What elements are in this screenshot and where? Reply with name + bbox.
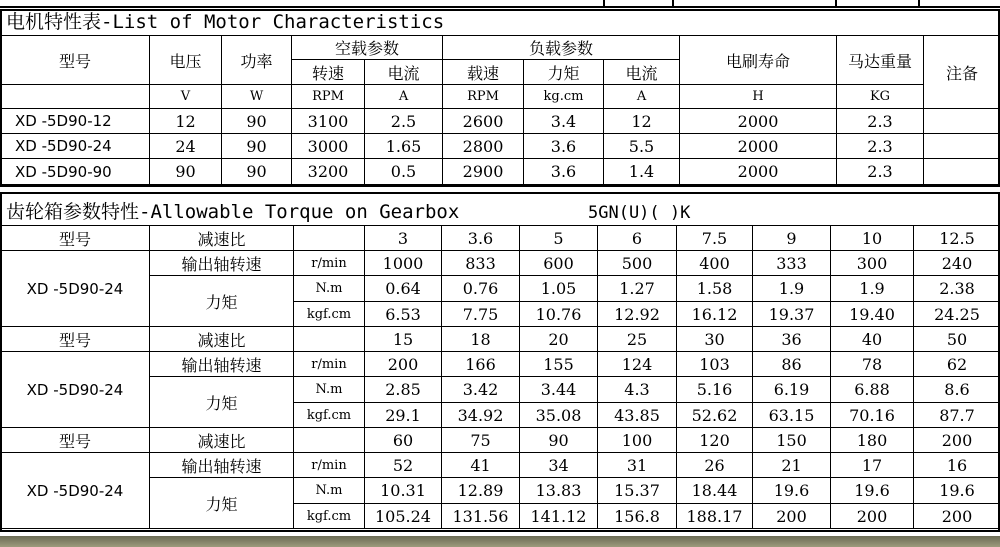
output-speed-value: 17 xyxy=(831,453,914,478)
output-speed-value: 41 xyxy=(442,453,520,478)
weight-value: 2.3 xyxy=(837,134,924,159)
ratio-label: 减速比 xyxy=(150,428,294,453)
header-voltage: 电压 xyxy=(150,36,222,85)
ratio-label: 减速比 xyxy=(150,327,294,352)
torque-kgf-value: 200 xyxy=(753,504,831,529)
torque-nm-value: 3.44 xyxy=(520,377,598,403)
note-value xyxy=(924,134,1000,159)
motor-model: XD -5D90-90 xyxy=(1,159,150,185)
gearbox-torque-table xyxy=(0,225,1000,529)
torque-kgf-value: 35.08 xyxy=(520,403,598,428)
speed-value: 3200 xyxy=(292,159,365,185)
torque-kgf-value: 87.7 xyxy=(914,403,1000,428)
gearbox-model: XD -5D90-24 xyxy=(1,453,150,529)
ratio-value: 12.5 xyxy=(914,226,1000,251)
torque-label: 力矩 xyxy=(150,276,294,327)
motor-model: XD -5D90-12 xyxy=(1,109,150,134)
output-speed-value: 62 xyxy=(914,352,1000,377)
output-speed-value: 124 xyxy=(598,352,677,377)
note-value xyxy=(924,159,1000,185)
torque-nm-unit: N.m xyxy=(294,478,365,504)
ratio-value: 7.5 xyxy=(677,226,753,251)
table-row xyxy=(1,226,1000,251)
torque-kgf-value: 29.1 xyxy=(365,403,442,428)
model-label: 型号 xyxy=(1,226,150,251)
brush-life-value: 2000 xyxy=(680,134,837,159)
brush-life-value: 2000 xyxy=(680,159,837,185)
header-current: 电流 xyxy=(365,60,443,85)
torque-nm-unit: N.m xyxy=(294,377,365,403)
output-speed-value: 200 xyxy=(365,352,442,377)
table-row xyxy=(1,453,1000,478)
torque-label: 力矩 xyxy=(150,377,294,428)
torque-value: 3.6 xyxy=(524,159,604,185)
gearbox-model: XD -5D90-24 xyxy=(1,352,150,428)
table-row xyxy=(1,377,1000,403)
output-speed-value: 16 xyxy=(914,453,1000,478)
header-note: 注备 xyxy=(924,36,1000,109)
load-speed-value: 2600 xyxy=(443,109,524,134)
unit-power: W xyxy=(222,85,292,109)
ratio-value: 30 xyxy=(677,327,753,352)
ratio-value: 36 xyxy=(753,327,831,352)
unit-torque: kg.cm xyxy=(524,85,604,109)
motor-characteristics-table xyxy=(0,35,1000,185)
unit-load-current: A xyxy=(604,85,680,109)
torque-nm-value: 0.64 xyxy=(365,276,442,302)
torque-nm-value: 1.9 xyxy=(753,276,831,302)
unit-voltage: V xyxy=(150,85,222,109)
ratio-value: 20 xyxy=(520,327,598,352)
torque-nm-value: 19.6 xyxy=(831,478,914,504)
weight-value: 2.3 xyxy=(837,159,924,185)
torque-nm-value: 1.58 xyxy=(677,276,753,302)
current-value: 0.5 xyxy=(365,159,443,185)
ratio-value: 120 xyxy=(677,428,753,453)
torque-kgf-value: 105.24 xyxy=(365,504,442,529)
torque-value: 3.4 xyxy=(524,109,604,134)
torque-kgf-value: 63.15 xyxy=(753,403,831,428)
header-model: 型号 xyxy=(1,36,150,85)
output-speed-label: 输出轴转速 xyxy=(150,251,294,276)
torque-kgf-value: 141.12 xyxy=(520,504,598,529)
voltage-value: 90 xyxy=(150,159,222,185)
ratio-value: 25 xyxy=(598,327,677,352)
output-speed-value: 78 xyxy=(831,352,914,377)
gearbox-model-code: 5GN(U)( )K xyxy=(588,203,691,223)
torque-kgf-unit: kgf.cm xyxy=(294,403,365,428)
torque-kgf-value: 34.92 xyxy=(442,403,520,428)
torque-kgf-unit: kgf.cm xyxy=(294,504,365,529)
torque-kgf-value: 16.12 xyxy=(677,302,753,327)
ratio-value: 90 xyxy=(520,428,598,453)
table-row xyxy=(1,352,1000,377)
ratio-value: 150 xyxy=(753,428,831,453)
ratio-value: 3.6 xyxy=(442,226,520,251)
torque-nm-unit: N.m xyxy=(294,276,365,302)
bottom-border-bar xyxy=(0,536,1000,547)
output-speed-value: 600 xyxy=(520,251,598,276)
table-row xyxy=(1,478,1000,504)
torque-kgf-value: 24.25 xyxy=(914,302,1000,327)
torque-nm-value: 6.19 xyxy=(753,377,831,403)
ratio-value: 6 xyxy=(598,226,677,251)
ratio-value: 5 xyxy=(520,226,598,251)
torque-kgf-value: 10.76 xyxy=(520,302,598,327)
torque-nm-value: 8.6 xyxy=(914,377,1000,403)
torque-nm-value: 2.38 xyxy=(914,276,1000,302)
torque-nm-value: 10.31 xyxy=(365,478,442,504)
torque-nm-value: 0.76 xyxy=(442,276,520,302)
torque-nm-value: 19.6 xyxy=(914,478,1000,504)
speed-unit: r/min xyxy=(294,453,365,478)
unit-weight: KG xyxy=(837,85,924,109)
torque-kgf-value: 43.85 xyxy=(598,403,677,428)
output-speed-value: 833 xyxy=(442,251,520,276)
unit-current: A xyxy=(365,85,443,109)
table-row xyxy=(1,251,1000,276)
torque-nm-value: 3.42 xyxy=(442,377,520,403)
header-load-current: 电流 xyxy=(604,60,680,85)
motor-table-title: 电机特性表-List of Motor Characteristics xyxy=(6,11,445,33)
load-speed-value: 2900 xyxy=(443,159,524,185)
header-speed: 转速 xyxy=(292,60,365,85)
ratio-label: 减速比 xyxy=(150,226,294,251)
load-speed-value: 2800 xyxy=(443,134,524,159)
torque-nm-value: 1.05 xyxy=(520,276,598,302)
load-current-value: 1.4 xyxy=(604,159,680,185)
output-speed-label: 输出轴转速 xyxy=(150,352,294,377)
output-speed-value: 400 xyxy=(677,251,753,276)
motor-model: XD -5D90-24 xyxy=(1,134,150,159)
model-label: 型号 xyxy=(1,428,150,453)
torque-kgf-value: 6.53 xyxy=(365,302,442,327)
ratio-value: 9 xyxy=(753,226,831,251)
table-row xyxy=(1,159,1000,185)
torque-kgf-value: 52.62 xyxy=(677,403,753,428)
output-speed-value: 300 xyxy=(831,251,914,276)
torque-nm-value: 13.83 xyxy=(520,478,598,504)
output-speed-value: 1000 xyxy=(365,251,442,276)
table-row xyxy=(1,428,1000,453)
unit-brush-life: H xyxy=(680,85,837,109)
ratio-value: 50 xyxy=(914,327,1000,352)
torque-kgf-value: 200 xyxy=(831,504,914,529)
current-value: 1.65 xyxy=(365,134,443,159)
torque-nm-value: 6.88 xyxy=(831,377,914,403)
torque-kgf-value: 156.8 xyxy=(598,504,677,529)
output-speed-value: 31 xyxy=(598,453,677,478)
torque-kgf-unit: kgf.cm xyxy=(294,302,365,327)
torque-kgf-value: 7.75 xyxy=(442,302,520,327)
weight-value: 2.3 xyxy=(837,109,924,134)
voltage-value: 24 xyxy=(150,134,222,159)
header-load-speed: 载速 xyxy=(443,60,524,85)
unit-speed: RPM xyxy=(292,85,365,109)
power-value: 90 xyxy=(222,109,292,134)
load-current-value: 12 xyxy=(604,109,680,134)
ratio-value: 18 xyxy=(442,327,520,352)
ratio-value: 15 xyxy=(365,327,442,352)
ratio-value: 40 xyxy=(831,327,914,352)
load-current-value: 5.5 xyxy=(604,134,680,159)
note-value xyxy=(924,109,1000,134)
ratio-value: 180 xyxy=(831,428,914,453)
table-row xyxy=(1,327,1000,352)
output-speed-value: 26 xyxy=(677,453,753,478)
current-value: 2.5 xyxy=(365,109,443,134)
torque-nm-value: 19.6 xyxy=(753,478,831,504)
ratio-value: 10 xyxy=(831,226,914,251)
header-no-load: 空载参数 xyxy=(292,36,443,60)
ratio-unit-empty xyxy=(294,428,365,453)
output-speed-value: 86 xyxy=(753,352,831,377)
torque-label: 力矩 xyxy=(150,478,294,529)
gearbox-table-title: 齿轮箱参数特性-Allowable Torque on Gearbox xyxy=(6,201,460,223)
torque-nm-value: 2.85 xyxy=(365,377,442,403)
header-brush-life: 电刷寿命 xyxy=(680,36,837,85)
ratio-unit-empty xyxy=(294,327,365,352)
table-row xyxy=(1,109,1000,134)
output-speed-value: 21 xyxy=(753,453,831,478)
model-label: 型号 xyxy=(1,327,150,352)
header-power: 功率 xyxy=(222,36,292,85)
gearbox-model: XD -5D90-24 xyxy=(1,251,150,327)
output-speed-value: 500 xyxy=(598,251,677,276)
torque-nm-value: 1.27 xyxy=(598,276,677,302)
speed-unit: r/min xyxy=(294,352,365,377)
torque-kgf-value: 70.16 xyxy=(831,403,914,428)
output-speed-label: 输出轴转速 xyxy=(150,453,294,478)
torque-kgf-value: 131.56 xyxy=(442,504,520,529)
output-speed-value: 103 xyxy=(677,352,753,377)
power-value: 90 xyxy=(222,159,292,185)
torque-value: 3.6 xyxy=(524,134,604,159)
voltage-value: 12 xyxy=(150,109,222,134)
ratio-value: 60 xyxy=(365,428,442,453)
speed-unit: r/min xyxy=(294,251,365,276)
torque-nm-value: 5.16 xyxy=(677,377,753,403)
table-row xyxy=(1,276,1000,302)
torque-nm-value: 4.3 xyxy=(598,377,677,403)
torque-nm-value: 15.37 xyxy=(598,478,677,504)
header-load: 负载参数 xyxy=(443,36,680,60)
torque-nm-value: 18.44 xyxy=(677,478,753,504)
output-speed-value: 155 xyxy=(520,352,598,377)
torque-kgf-value: 19.40 xyxy=(831,302,914,327)
speed-value: 3000 xyxy=(292,134,365,159)
ratio-value: 3 xyxy=(365,226,442,251)
torque-nm-value: 12.89 xyxy=(442,478,520,504)
previous-table-edge xyxy=(0,0,1000,8)
power-value: 90 xyxy=(222,134,292,159)
output-speed-value: 52 xyxy=(365,453,442,478)
table-row xyxy=(1,134,1000,159)
header-weight: 马达重量 xyxy=(837,36,924,85)
speed-value: 3100 xyxy=(292,109,365,134)
output-speed-value: 333 xyxy=(753,251,831,276)
header-torque: 力矩 xyxy=(524,60,604,85)
output-speed-value: 166 xyxy=(442,352,520,377)
output-speed-value: 34 xyxy=(520,453,598,478)
torque-kgf-value: 19.37 xyxy=(753,302,831,327)
torque-kgf-value: 12.92 xyxy=(598,302,677,327)
torque-kgf-value: 188.17 xyxy=(677,504,753,529)
output-speed-value: 240 xyxy=(914,251,1000,276)
ratio-value: 200 xyxy=(914,428,1000,453)
ratio-value: 100 xyxy=(598,428,677,453)
brush-life-value: 2000 xyxy=(680,109,837,134)
ratio-value: 75 xyxy=(442,428,520,453)
unit-model-empty xyxy=(1,85,150,109)
torque-kgf-value: 200 xyxy=(914,504,1000,529)
unit-load-speed: RPM xyxy=(443,85,524,109)
torque-nm-value: 1.9 xyxy=(831,276,914,302)
ratio-unit-empty xyxy=(294,226,365,251)
